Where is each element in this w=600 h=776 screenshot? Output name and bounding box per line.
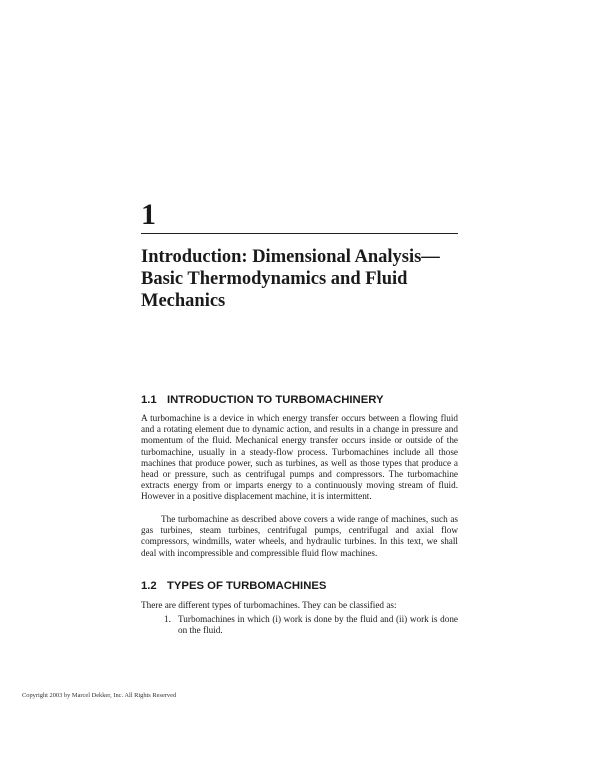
paragraph: A turbomachine is a device in which energy transfer occurs between a flowing fluid and a rotating element due to dynamic action, and results in a change in pressure and momentum of the fluid. Mechanical energy transfer occurs inside or outside of the turbomachine, usually in a steady-flow process. Turbomachines include all those machines that produce power, such as turbines, as well as those types that produce a head or pressure, such as centrifugal pumps and compressors. The turbomachine extracts energy from or imparts energy to a continuously moving stream of fluid. However in a positive displacement machine, it is intermittent. <box>141 413 458 502</box>
paragraph: The turbomachine as described above covers a wide range of machines, such as gas turbines, steam turbines, centrifugal pumps, centrifugal and axial flow compressors, windmills, water wheels, and hydraulic turbines. In this text, we shall deal with incompressible and compressible fluid flow machines. <box>141 514 458 558</box>
list-item <box>160 614 458 636</box>
chapter-number: 1 <box>141 198 156 231</box>
section-heading-1-2 <box>141 580 326 592</box>
section-title: INTRODUCTION TO TURBOMACHINERY <box>167 394 384 406</box>
section-title: TYPES OF TURBOMACHINES <box>167 580 327 592</box>
section-number: 1.1 <box>141 394 157 406</box>
chapter-rule <box>141 233 458 234</box>
list-marker: 1. <box>164 614 171 624</box>
chapter-title: Introduction: Dimensional Analysis—Basic Thermodynamics and Fluid Mechanics <box>141 247 440 311</box>
section-number: 1.2 <box>141 580 157 592</box>
list-item-text: Turbomachines in which (i) work is done by the fluid and (ii) work is done on the fluid. <box>178 614 458 636</box>
section-intro: There are different types of turbomachines. They can be classified as: <box>141 600 397 610</box>
copyright-notice: Copyright 2003 by Marcel Dekker, Inc. All Rights Reserved <box>22 692 177 699</box>
section-heading-1-1 <box>141 394 384 406</box>
